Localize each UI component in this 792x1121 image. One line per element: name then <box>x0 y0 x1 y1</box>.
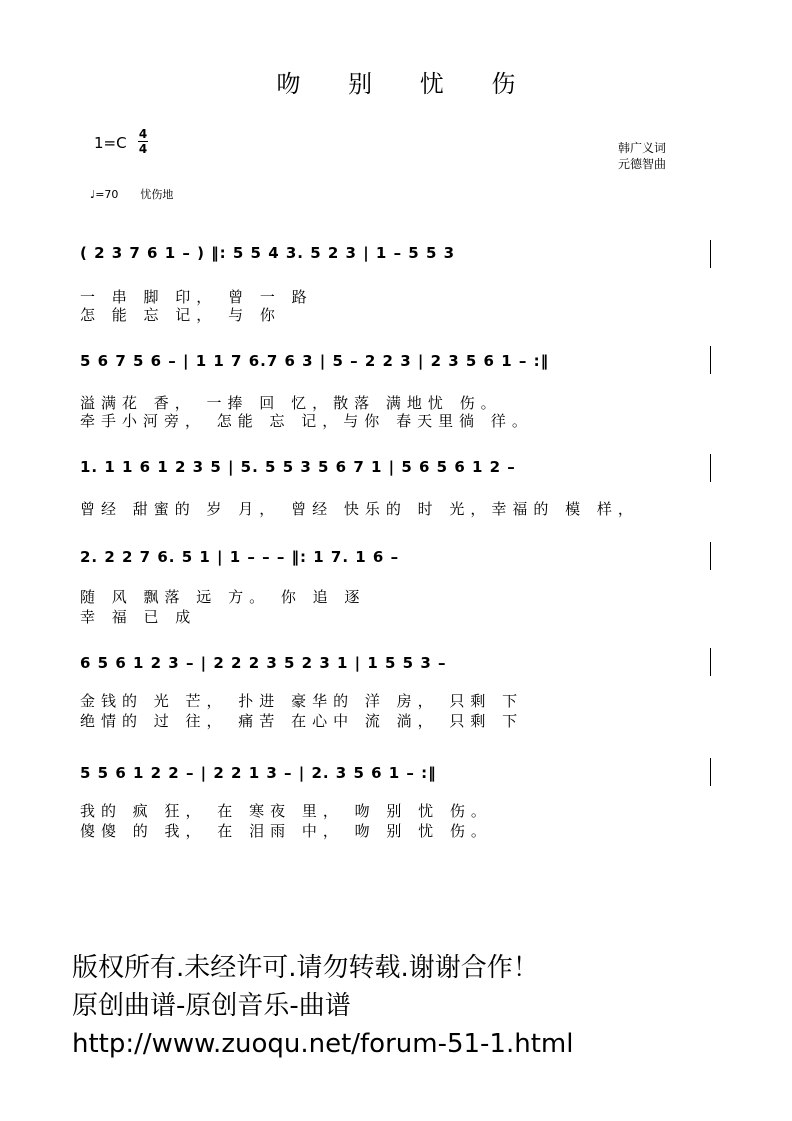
time-sig-top: 4 <box>138 127 148 141</box>
lyrics-row-2b: 牵手小河旁， 怎能 忘 记，与你 春天里徜 徉。 <box>80 412 533 430</box>
mood-marking: 忧伤地 <box>140 188 174 201</box>
lyricist: 韩广义词 <box>618 141 667 155</box>
notation-row-2: 5 6 7 5 6 – | 1 1 7 6.7 6 3 | 5 – 2 2 3 | 2 3 5 6 1 – :‖ <box>80 352 550 370</box>
lyrics-row-3a: 曾经 甜蜜的 岁 月， 曾经 快乐的 时 光，幸福的 模 样， <box>80 500 639 518</box>
lyrics-row-4a: 随 风 飘落 远 方。 你 追 逐 <box>80 588 366 606</box>
lyrics-row-5a: 金钱的 光 芒， 扑进 豪华的 洋 房， 只剩 下 <box>80 692 524 710</box>
barline <box>710 454 711 482</box>
source-url[interactable]: http://www.zuoqu.net/forum-51-1.html <box>72 1029 574 1059</box>
notation-row-1: ( 2 3 7 6 1 – ) ‖: 5 5 4 3. 5 2 3 | 1 – 5 5 3 <box>80 244 456 262</box>
lyrics-row-1b: 怎 能 忘 记， 与 你 <box>80 306 281 324</box>
lyrics-row-6b: 傻傻 的 我， 在 泪雨 中， 吻 别 忧 伤。 <box>80 822 492 840</box>
tempo-value: ♩=70 <box>90 188 119 201</box>
lyrics-row-5b: 绝情的 过 往， 痛苦 在心中 流 淌， 只剩 下 <box>80 712 524 730</box>
time-signature <box>138 128 148 155</box>
barline <box>710 542 711 570</box>
notation-row-6: 5 5 6 1 2 2 – | 2 2 1 3 – | 2. 3 5 6 1 – :‖ <box>80 764 437 782</box>
credits <box>618 140 666 172</box>
source-label: 原创曲谱-原创音乐-曲谱 <box>72 991 351 1021</box>
copyright-notice: 版权所有.未经许可.请勿转载.谢谢合作！ <box>72 953 539 983</box>
lyrics-row-4b: 幸 福 已 成 <box>80 608 197 626</box>
barline <box>710 240 711 268</box>
key-signature: 1=C <box>94 134 127 152</box>
tempo-marking <box>90 186 173 202</box>
barline <box>710 648 711 676</box>
notation-row-4: 2. 2 2 7 6. 5 1 | 1 – – – ‖: 1 7. 1 6 – <box>80 548 400 566</box>
composer: 元德智曲 <box>618 157 667 171</box>
notation-row-3: 1. 1 1 6 1 2 3 5 | 5. 5 5 3 5 6 7 1 | 5 6 5 6 1 2 – <box>80 458 516 476</box>
barline <box>710 346 711 374</box>
song-title: 吻 别 忧 伤 <box>276 70 536 98</box>
lyrics-row-6a: 我的 疯 狂， 在 寒夜 里， 吻 别 忧 伤。 <box>80 802 492 820</box>
time-sig-bottom: 4 <box>138 142 148 156</box>
lyrics-row-1a: 一 串 脚 印， 曾 一 路 <box>80 288 313 306</box>
notation-row-5: 6 5 6 1 2 3 – | 2 2 2 3 5 2 3 1 | 1 5 5 3 – <box>80 654 447 672</box>
barline <box>710 758 711 786</box>
lyrics-row-2a: 溢满花 香， 一捧 回 忆，散落 满地忧 伤。 <box>80 394 502 412</box>
